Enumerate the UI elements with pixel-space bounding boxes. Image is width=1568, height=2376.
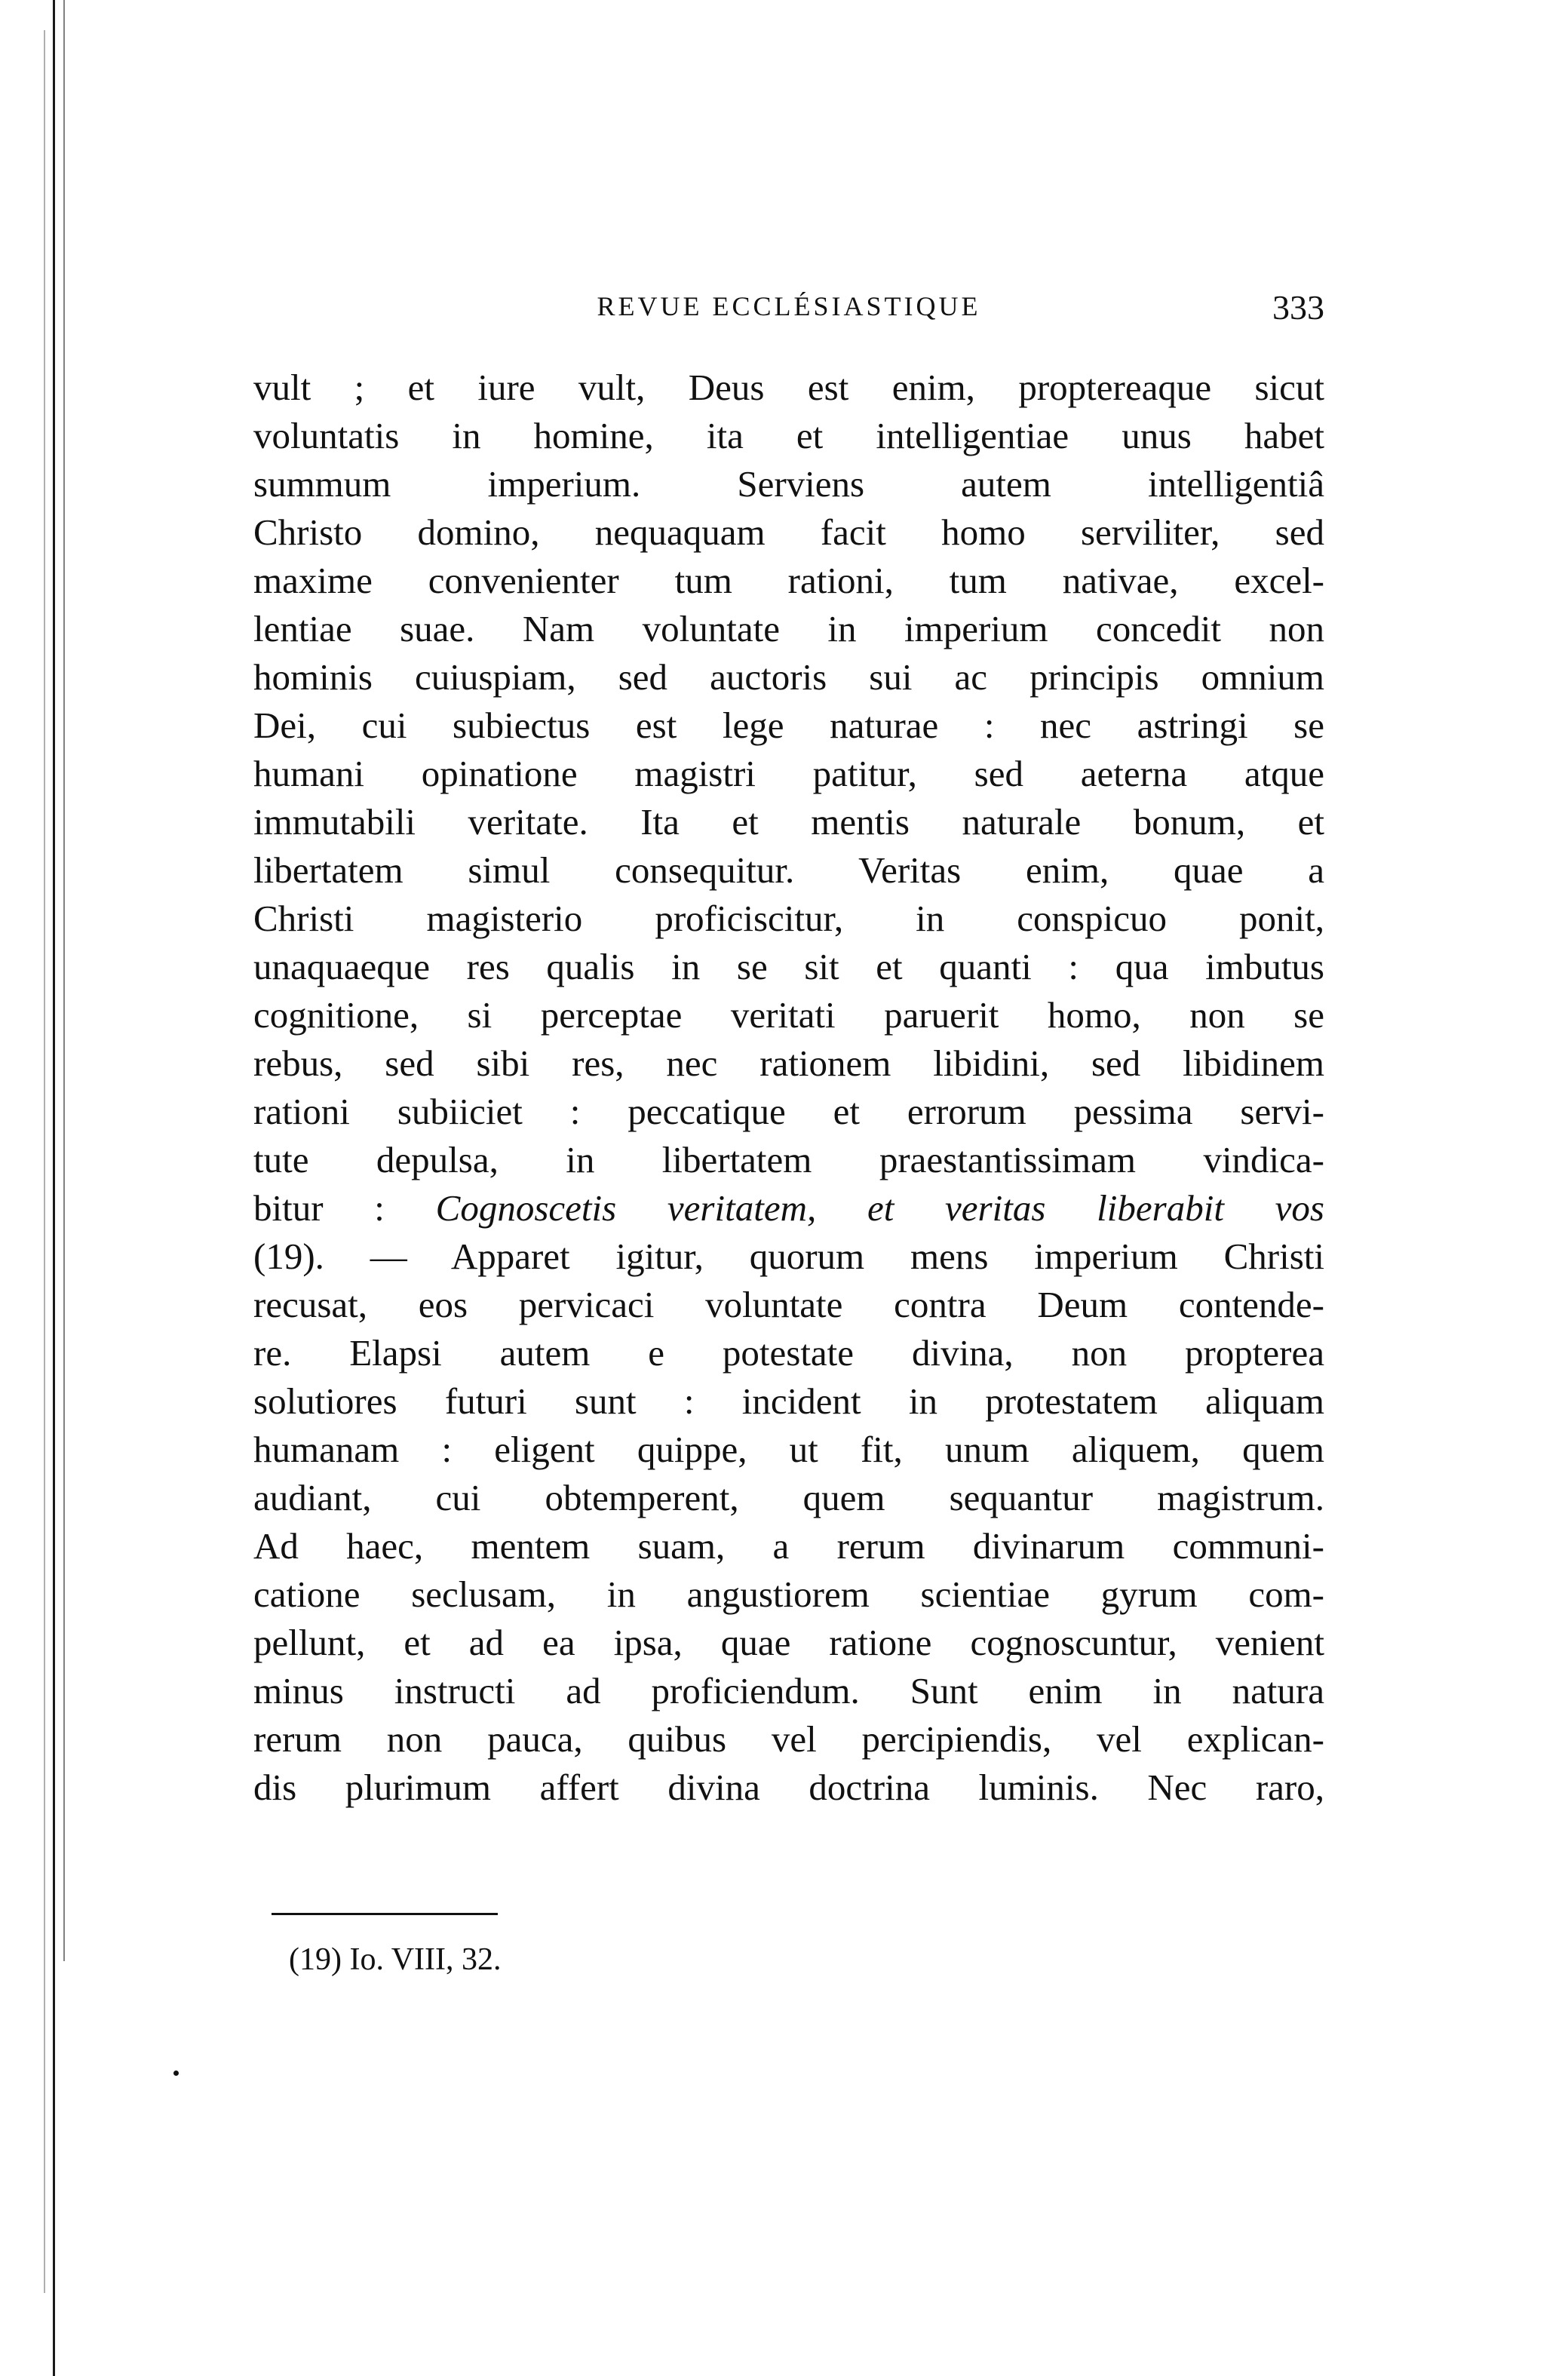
- text-line: pellunt, et ad ea ipsa, quae ratione cognoscuntur, venient: [253, 1622, 1324, 1663]
- text-line: summum imperium. Serviens autem intelligentiâ: [253, 463, 1324, 505]
- text-line: voluntatis in homine, ita et intelligentiae unus habet: [253, 415, 1324, 456]
- text-line: Dei, cui subiectus est lege naturae : nec astringi se: [253, 705, 1324, 746]
- text-line: Christi magisterio proficiscitur, in conspicuo ponit,: [253, 898, 1324, 939]
- text-line: immutabili veritate. Ita et mentis naturale bonum, et: [253, 801, 1324, 843]
- text-line: tute depulsa, in libertatem praestantissimam vindica-: [253, 1139, 1324, 1180]
- page-number: 333: [1272, 288, 1324, 327]
- text-line: humani opinatione magistri patitur, sed aeterna atque: [253, 753, 1324, 794]
- scan-speck: [173, 2071, 179, 2076]
- text-line: humanam : eligent quippe, ut fit, unum aliquem, quem: [253, 1429, 1324, 1470]
- text-line: audiant, cui obtemperent, quem sequantur magistrum.: [253, 1477, 1324, 1518]
- text-line: maxime convenienter tum rationi, tum nativae, excel-: [253, 560, 1324, 601]
- text-line-quotation: [253, 1184, 1324, 1233]
- text-line: unaquaeque res qualis in se sit et quanti : qua imbutus: [253, 946, 1324, 987]
- text-line: rebus, sed sibi res, nec rationem libidini, sed libidinem: [253, 1042, 1324, 1084]
- text-line: rerum non pauca, quibus vel percipiendis, vel explican-: [253, 1718, 1324, 1760]
- running-head: [253, 290, 1324, 336]
- text-line: Christo domino, nequaquam facit homo serviliter, sed: [253, 511, 1324, 553]
- footnote: (19) Io. VIII, 32.: [289, 1942, 502, 1977]
- scripture-quotation: Cognoscetis veritatem, et veritas liberabit vos: [435, 1187, 1324, 1229]
- text-line: cognitione, si perceptae veritati paruerit homo, non se: [253, 994, 1324, 1036]
- text-line: recusat, eos pervicaci voluntate contra Deum contende-: [253, 1284, 1324, 1325]
- text-line: Ad haec, mentem suam, a rerum divinarum communi-: [253, 1525, 1324, 1567]
- body-text: [253, 364, 1324, 1812]
- scan-edge-inner: [63, 0, 65, 1961]
- quotation-prefix: bitur :: [253, 1187, 436, 1229]
- text-line: hominis cuiuspiam, sed auctoris sui ac principis omnium: [253, 656, 1324, 698]
- text-line: catione seclusam, in angustiorem scientiae gyrum com-: [253, 1573, 1324, 1615]
- text-line: lentiae suae. Nam voluntate in imperium concedit non: [253, 608, 1324, 649]
- text-line: (19). — Apparet igitur, quorum mens imperium Christi: [253, 1236, 1324, 1277]
- running-title: REVUE ECCLÉSIASTIQUE: [597, 291, 981, 321]
- scan-edge-left: [53, 0, 55, 2376]
- text-line: libertatem simul consequitur. Veritas enim, quae a: [253, 849, 1324, 891]
- text-line: dis plurimum affert divina doctrina luminis. Nec raro,: [253, 1767, 1324, 1808]
- text-line: vult ; et iure vult, Deus est enim, proptereaque sicut: [253, 367, 1324, 408]
- text-line: rationi subiiciet : peccatique et errorum pessima servi-: [253, 1091, 1324, 1132]
- footnote-rule: [272, 1913, 498, 1915]
- scan-edge-faint: [44, 30, 45, 2293]
- text-line: solutiores futuri sunt : incident in protestatem aliquam: [253, 1380, 1324, 1422]
- text-line: minus instructi ad proficiendum. Sunt enim in natura: [253, 1670, 1324, 1711]
- text-line: re. Elapsi autem e potestate divina, non propterea: [253, 1332, 1324, 1374]
